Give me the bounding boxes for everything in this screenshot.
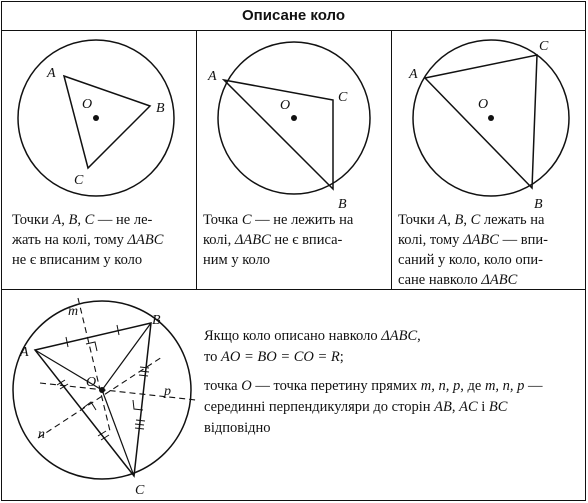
caption-1-line-1: Точки A, B, C — не ле- [12, 212, 153, 228]
segment-oc [102, 390, 134, 476]
center-dot-main [99, 387, 105, 393]
caption-2-line-1: Точка C — не лежить на [203, 212, 354, 228]
tick-ac-1b [60, 384, 68, 389]
label-b-main: B [152, 313, 161, 328]
bottom-line-1: Якщо коло описано навколо ΔABC, [204, 328, 421, 344]
label-o-1: O [82, 97, 93, 112]
label-p: p [164, 384, 171, 399]
bottom-line-4: серединні перпендикуляри до сторін AB, AC і BC [204, 399, 508, 415]
label-b-2: B [338, 197, 347, 212]
caption-3-line-1: Точки A, B, C лежать на [398, 212, 545, 228]
bottom-line-5: відповідно [204, 420, 271, 436]
label-c-2: C [338, 90, 348, 105]
label-c-3: C [539, 39, 549, 54]
tick-bc-2c [135, 428, 144, 429]
tick-bc-2a [136, 420, 145, 421]
label-o-2: O [280, 98, 291, 113]
right-angle-ab [86, 342, 97, 351]
caption-3-line-2: колі, тому ΔABC — впи- [398, 232, 548, 248]
caption-2-line-2: колі, ΔABC не є вписа- [203, 232, 343, 248]
label-n: n [38, 427, 45, 442]
label-b-3: B [534, 197, 543, 212]
label-a-2: A [208, 69, 217, 84]
label-c-1: C [74, 173, 84, 188]
tick-bc-1c [139, 375, 148, 376]
caption-3-line-4: сане навколо ΔABC [398, 272, 518, 288]
label-m: m [68, 304, 79, 319]
caption-1-line-3: не є вписаним у коло [12, 252, 143, 268]
tick-bc-2b [135, 424, 144, 425]
right-angle-ac [83, 402, 96, 410]
caption-3-line-3: саний у коло, коло опи- [398, 252, 544, 268]
bottom-line-3: точка O — точка перетину прямих m, n, p, де m, n, p — [204, 378, 543, 394]
page-title: Описане коло [242, 7, 345, 24]
label-o-3: O [478, 97, 489, 112]
tick-bc-1b [140, 371, 149, 372]
label-a-1: A [47, 66, 56, 81]
label-a-main: A [20, 345, 29, 360]
bisector-explanation [204, 326, 584, 439]
label-a-3: A [409, 67, 418, 82]
tick-bc-1a [140, 367, 149, 368]
bottom-line-2: то AO = BO = CO = R; [204, 349, 344, 365]
caption-1-line-2: жать на колі, тому ΔABC [12, 232, 164, 248]
label-c-main: C [135, 483, 145, 498]
label-b-1: B [156, 101, 165, 116]
caption-2-line-3: ним у коло [203, 252, 271, 268]
label-o-main: O [86, 375, 97, 390]
